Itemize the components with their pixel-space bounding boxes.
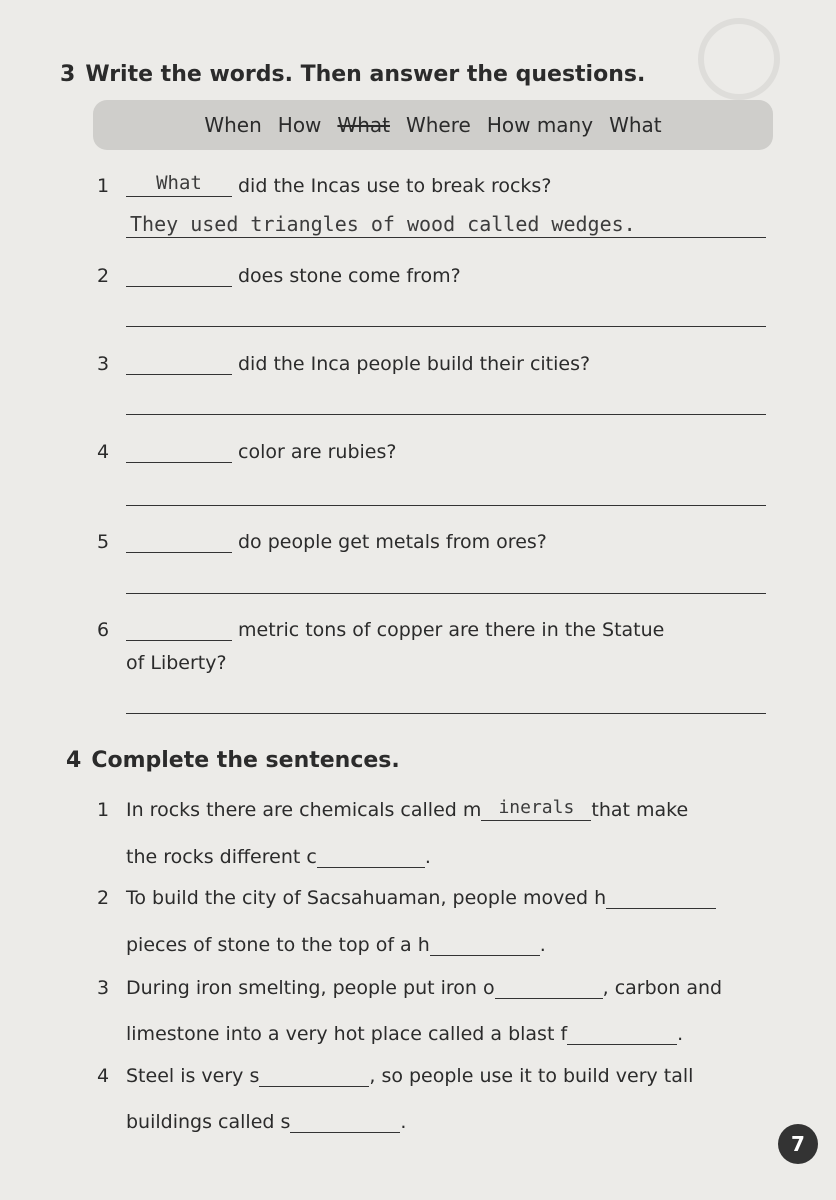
sentence-row-continued bbox=[126, 845, 431, 868]
sentence-blank[interactable] bbox=[481, 798, 591, 821]
word-item: How many bbox=[486, 113, 594, 137]
sentence-blank[interactable] bbox=[259, 1064, 369, 1087]
sentence-text: To build the city of Sacsahuaman, people moved h bbox=[126, 887, 607, 909]
question-number: 1 bbox=[97, 175, 110, 197]
word-item: When bbox=[204, 113, 262, 137]
question-blank[interactable] bbox=[126, 174, 232, 197]
question-blank[interactable] bbox=[126, 618, 232, 641]
question-row bbox=[97, 174, 551, 197]
sentence-text: the rocks different c bbox=[126, 846, 317, 868]
question-text: did the Incas use to break rocks? bbox=[238, 175, 552, 197]
sentence-row-continued bbox=[126, 1110, 406, 1133]
exercise-number: 3 bbox=[60, 62, 76, 87]
sentence-blank[interactable] bbox=[606, 886, 716, 909]
question-blank[interactable] bbox=[126, 352, 232, 375]
sentence-row bbox=[97, 798, 688, 821]
sentence-number: 3 bbox=[97, 977, 110, 999]
answer-line[interactable] bbox=[126, 413, 766, 415]
sentence-text: . bbox=[424, 846, 431, 868]
sentence-blank[interactable] bbox=[290, 1110, 400, 1133]
answer-line[interactable] bbox=[126, 504, 766, 506]
sentence-blank[interactable] bbox=[317, 845, 425, 868]
sentence-number: 2 bbox=[97, 887, 110, 909]
sentence-text: In rocks there are chemicals called m bbox=[126, 799, 482, 821]
word-item: What bbox=[609, 113, 662, 137]
sentence-row bbox=[97, 886, 716, 909]
question-blank[interactable] bbox=[126, 264, 232, 287]
sentence-text: that make bbox=[591, 799, 689, 821]
answer-line[interactable] bbox=[126, 236, 766, 238]
exercise-title: Write the words. Then answer the questions. bbox=[85, 62, 646, 87]
question-row bbox=[97, 618, 664, 641]
question-number: 6 bbox=[97, 619, 110, 641]
sentence-text: . bbox=[677, 1023, 684, 1045]
sentence-text: . bbox=[539, 934, 546, 956]
sentence-blank[interactable] bbox=[495, 976, 603, 999]
sentence-text: buildings called s bbox=[126, 1111, 291, 1133]
word-box bbox=[93, 100, 773, 150]
question-text: do people get metals from ores? bbox=[238, 531, 547, 553]
handwritten-word: What bbox=[156, 172, 202, 194]
faint-page-icon bbox=[698, 18, 780, 100]
word-item: What bbox=[337, 113, 390, 137]
word-item: Where bbox=[405, 113, 471, 137]
question-number: 4 bbox=[97, 441, 110, 463]
answer-line[interactable] bbox=[126, 592, 766, 594]
question-blank[interactable] bbox=[126, 440, 232, 463]
question-number: 3 bbox=[97, 353, 110, 375]
sentence-number: 1 bbox=[97, 799, 110, 821]
page-number-badge: 7 bbox=[778, 1124, 818, 1164]
sentence-row bbox=[97, 1064, 693, 1087]
handwritten-word: inerals bbox=[498, 797, 575, 818]
exercise-title: Complete the sentences. bbox=[91, 748, 400, 773]
answer-line[interactable] bbox=[126, 325, 766, 327]
word-item: How bbox=[277, 113, 322, 137]
sentence-row-continued bbox=[126, 1022, 683, 1045]
sentence-text: limestone into a very hot place called a blast f bbox=[126, 1023, 568, 1045]
question-text-continued: of Liberty? bbox=[126, 652, 227, 674]
sentence-row-continued bbox=[126, 933, 546, 956]
sentence-text: During iron smelting, people put iron o bbox=[126, 977, 495, 999]
sentence-row bbox=[97, 976, 722, 999]
question-blank[interactable] bbox=[126, 530, 232, 553]
exercise-4-heading bbox=[66, 748, 400, 773]
sentence-blank[interactable] bbox=[567, 1022, 677, 1045]
sentence-text: Steel is very s bbox=[126, 1065, 260, 1087]
exercise-number: 4 bbox=[66, 748, 82, 773]
question-text: does stone come from? bbox=[238, 265, 461, 287]
answer-line[interactable] bbox=[126, 712, 766, 714]
exercise-3-heading bbox=[60, 62, 645, 87]
sentence-text: pieces of stone to the top of a h bbox=[126, 934, 430, 956]
question-row bbox=[97, 264, 461, 287]
handwritten-answer: They used triangles of wood called wedges. bbox=[130, 212, 636, 236]
question-number: 2 bbox=[97, 265, 110, 287]
sentence-text: . bbox=[400, 1111, 407, 1133]
question-row bbox=[97, 352, 590, 375]
question-row bbox=[97, 530, 547, 553]
sentence-text: , so people use it to build very tall bbox=[369, 1065, 694, 1087]
sentence-text: , carbon and bbox=[602, 977, 723, 999]
sentence-number: 4 bbox=[97, 1065, 110, 1087]
question-text: color are rubies? bbox=[238, 441, 397, 463]
question-text: metric tons of copper are there in the Statue bbox=[238, 619, 665, 641]
question-number: 5 bbox=[97, 531, 110, 553]
question-text: did the Inca people build their cities? bbox=[238, 353, 591, 375]
question-row bbox=[97, 440, 396, 463]
sentence-blank[interactable] bbox=[430, 933, 540, 956]
